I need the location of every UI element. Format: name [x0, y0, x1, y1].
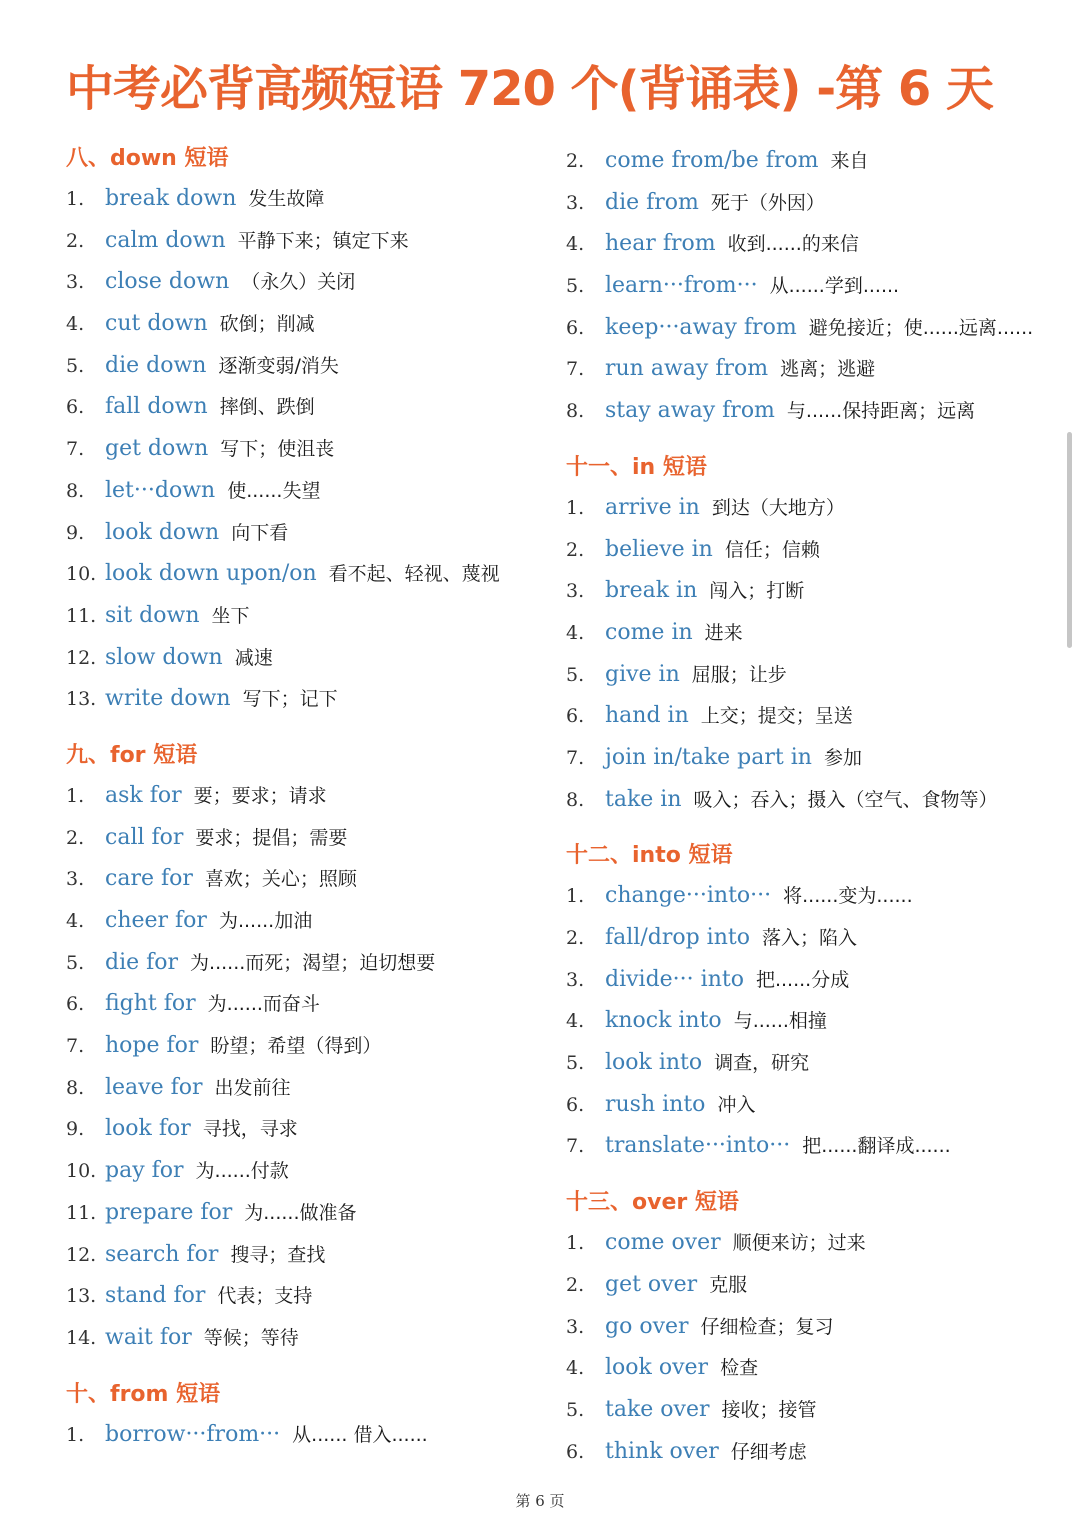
item-number: 1.: [566, 496, 585, 519]
phrase-text: calm down: [105, 227, 226, 253]
meaning-text: 仔细检查；复习: [700, 1315, 834, 1338]
phrase-text: divide··· into: [605, 966, 744, 992]
list-item: [66, 1067, 536, 1109]
phrase-text: look over: [605, 1355, 709, 1381]
meaning-text: 落入；陷入: [761, 927, 857, 949]
meaning-text: 接收；接管: [721, 1398, 817, 1421]
section-heading: 十、from 短语: [66, 1381, 221, 1407]
phrase-text: break down: [105, 186, 237, 211]
list-item: [66, 261, 536, 303]
meaning-text: 代表；支持: [217, 1285, 313, 1308]
meaning-text: 把......分成: [755, 968, 850, 991]
section-gap: [566, 432, 1036, 449]
phrase-text: give in: [605, 661, 680, 687]
item-number: 14.: [66, 1326, 97, 1349]
meaning-text: 进来: [704, 621, 743, 644]
list-item: [566, 1306, 1036, 1348]
phrase-text: die from: [605, 189, 699, 215]
phrase-text: slow down: [105, 644, 223, 670]
phrase-text: look into: [605, 1050, 703, 1076]
meaning-text: 从...... 借入......: [292, 1423, 428, 1446]
item-number: 9.: [66, 1118, 85, 1141]
phrase-list: [566, 487, 1036, 821]
item-number: 3.: [566, 191, 585, 214]
section-gap: [566, 820, 1036, 837]
left-column: [66, 140, 536, 1455]
meaning-text: 从......学到......: [769, 275, 900, 298]
phrase-text: come over: [605, 1230, 721, 1256]
item-number: 3.: [566, 1315, 585, 1338]
meaning-text: 搜寻；查找: [230, 1243, 326, 1266]
phrase-text: get down: [105, 436, 209, 462]
list-item: [566, 265, 1036, 307]
list-item: [66, 1414, 536, 1456]
list-item: [66, 512, 536, 554]
meaning-text: 为......做准备: [244, 1201, 357, 1224]
list-item: [66, 983, 536, 1025]
item-number: 8.: [566, 788, 585, 811]
section-gap: [66, 1359, 536, 1376]
meaning-text: 写下；记下: [242, 688, 338, 711]
phrase-list: [566, 140, 1036, 432]
meaning-text: 死于（外因）: [710, 191, 825, 214]
item-number: 2.: [566, 150, 585, 172]
list-item: [566, 487, 1036, 529]
item-number: 8.: [66, 479, 85, 502]
phrase-text: cut down: [105, 311, 208, 337]
item-number: 7.: [66, 438, 85, 461]
list-item: [66, 595, 536, 637]
item-number: 5.: [66, 354, 85, 377]
item-number: 13.: [66, 688, 97, 711]
meaning-text: 闯入；打断: [709, 580, 805, 603]
meaning-text: 为......而死；渴望；迫切想要: [190, 951, 436, 974]
item-number: 12.: [66, 646, 97, 669]
phrase-text: knock into: [605, 1008, 722, 1034]
phrase-text: fall down: [105, 394, 208, 420]
item-number: 3.: [66, 868, 85, 891]
phrase-text: hand in: [605, 703, 689, 729]
meaning-text: 检查: [720, 1357, 759, 1380]
phrase-text: come in: [605, 619, 693, 645]
list-item: [566, 959, 1036, 1001]
list-item: [66, 345, 536, 387]
list-item: [566, 875, 1036, 917]
list-item: [566, 1000, 1036, 1042]
list-item: [66, 303, 536, 345]
item-number: 6.: [566, 705, 585, 728]
phrase-section: [566, 432, 1036, 821]
item-number: 7.: [66, 1035, 85, 1058]
phrase-text: search for: [105, 1241, 219, 1267]
meaning-text: 与......保持距离；远离: [786, 400, 976, 423]
phrase-text: believe in: [605, 536, 713, 562]
phrase-text: break in: [605, 578, 698, 604]
item-number: 1.: [66, 1423, 85, 1446]
list-item: [566, 140, 1036, 182]
list-item: [66, 858, 536, 900]
phrase-text: let···down: [105, 477, 216, 503]
item-number: 2.: [66, 826, 85, 849]
section-heading: 十二、into 短语: [566, 843, 733, 869]
phrase-section: [566, 1167, 1036, 1472]
item-number: 1.: [66, 188, 85, 210]
meaning-text: 到达（大地方）: [711, 496, 845, 519]
list-item: [66, 942, 536, 984]
item-number: 4.: [566, 1010, 585, 1033]
list-item: [66, 1317, 536, 1359]
item-number: 6.: [566, 1093, 585, 1116]
list-item: [566, 1125, 1036, 1167]
meaning-text: 来自: [830, 150, 869, 172]
meaning-text: 调查，研究: [714, 1052, 810, 1075]
phrase-text: look down: [105, 519, 220, 545]
list-item: [66, 1108, 536, 1150]
section-heading: 九、for 短语: [66, 742, 198, 768]
section-heading: 十一、in 短语: [566, 454, 707, 480]
item-number: 2.: [66, 229, 85, 252]
list-item: [566, 1042, 1036, 1084]
phrase-text: change···into···: [605, 883, 772, 909]
phrase-text: stand for: [105, 1283, 206, 1309]
meaning-text: 看不起、轻视、蔑视: [328, 563, 500, 586]
list-item: [66, 1025, 536, 1067]
item-number: 3.: [66, 271, 85, 294]
phrase-text: take over: [605, 1396, 710, 1422]
list-item: [566, 1222, 1036, 1264]
list-item: [566, 182, 1036, 224]
list-item: [566, 1084, 1036, 1126]
item-number: 8.: [66, 1076, 85, 1099]
item-number: 13.: [66, 1285, 97, 1308]
list-item: [66, 775, 536, 817]
page-title: 中考必背高频短语 720 个(背诵表) -第 6 天: [66, 61, 993, 117]
page-footer: 第 6 页: [515, 1492, 565, 1510]
phrase-text: think over: [605, 1438, 719, 1464]
meaning-text: 屈服；让步: [691, 663, 787, 686]
list-item: [566, 695, 1036, 737]
item-number: 3.: [566, 580, 585, 603]
item-number: 1.: [66, 784, 85, 807]
meaning-text: 上交；提交；呈送: [700, 705, 853, 728]
item-number: 5.: [566, 1398, 585, 1421]
phrase-text: translate···into···: [605, 1133, 791, 1159]
phrase-text: rush into: [605, 1091, 706, 1117]
phrase-text: get over: [605, 1271, 698, 1297]
phrase-text: look for: [105, 1116, 191, 1142]
meaning-text: 与......相撞: [733, 1010, 827, 1033]
list-item: [66, 900, 536, 942]
meaning-text: 克服: [709, 1273, 748, 1296]
item-number: 1.: [566, 885, 585, 908]
meaning-text: 为......而奋斗: [207, 993, 320, 1016]
meaning-text: 把......翻译成......: [802, 1135, 951, 1158]
item-number: 9.: [66, 521, 85, 544]
item-number: 4.: [566, 233, 585, 256]
meaning-text: （永久）关闭: [241, 271, 356, 294]
item-number: 11.: [66, 1201, 97, 1224]
list-item: [66, 1275, 536, 1317]
item-number: 12.: [66, 1243, 97, 1266]
item-number: 3.: [566, 968, 585, 991]
meaning-text: 砍倒；削减: [219, 313, 315, 336]
phrase-text: arrive in: [605, 494, 700, 520]
phrase-list: [566, 1222, 1036, 1472]
section-heading: 十三、over 短语: [566, 1190, 739, 1216]
phrase-text: close down: [105, 269, 230, 295]
list-item: [566, 348, 1036, 390]
list-item: [566, 529, 1036, 571]
phrase-text: borrow···from···: [105, 1421, 281, 1447]
meaning-text: 写下；使沮丧: [220, 438, 335, 461]
list-item: [566, 1389, 1036, 1431]
list-item: [566, 1431, 1036, 1473]
item-number: 2.: [566, 538, 585, 561]
item-number: 7.: [566, 358, 585, 381]
item-number: 7.: [566, 746, 585, 769]
item-number: 4.: [66, 313, 85, 336]
item-number: 4.: [566, 621, 585, 644]
item-number: 6.: [66, 396, 85, 419]
item-number: 10.: [66, 563, 97, 586]
item-number: 6.: [566, 316, 585, 339]
meaning-text: 避免接近；使......远离......: [808, 316, 1034, 339]
meaning-text: 参加: [823, 746, 862, 769]
phrase-text: fall/drop into: [605, 925, 750, 950]
phrase-section: [566, 140, 1036, 432]
meaning-text: 摔倒、跌倒: [219, 396, 315, 419]
list-item: [566, 390, 1036, 432]
list-item: [66, 470, 536, 512]
section-gap: [566, 1167, 1036, 1184]
phrase-text: learn···from···: [605, 273, 758, 299]
section-heading: 八、down 短语: [66, 146, 229, 171]
list-item: [66, 386, 536, 428]
phrase-text: ask for: [105, 782, 182, 808]
list-item: [566, 917, 1036, 959]
phrase-text: cheer for: [105, 908, 207, 933]
meaning-text: 盼望；希望（得到）: [210, 1035, 382, 1058]
item-number: 2.: [566, 1273, 585, 1296]
meaning-text: 向下看: [231, 521, 289, 544]
list-item: [66, 678, 536, 720]
list-item: [66, 553, 536, 595]
phrase-text: care for: [105, 866, 193, 892]
list-item: [566, 307, 1036, 349]
list-item: [66, 428, 536, 470]
phrase-text: die for: [105, 949, 179, 975]
meaning-text: 坐下: [211, 604, 250, 627]
phrase-text: keep···away from: [605, 314, 797, 340]
phrase-text: hope for: [105, 1033, 199, 1059]
phrase-section: [66, 140, 536, 720]
phrase-section: [566, 820, 1036, 1167]
section-gap: [66, 720, 536, 737]
list-item: [66, 220, 536, 262]
meaning-text: 为......付款: [195, 1160, 289, 1183]
phrase-text: leave for: [105, 1074, 203, 1100]
phrase-text: wait for: [105, 1324, 192, 1350]
item-number: 1.: [566, 1232, 585, 1255]
phrase-text: hear from: [605, 231, 716, 257]
item-number: 10.: [66, 1160, 97, 1183]
item-number: 5.: [566, 1052, 585, 1075]
meaning-text: 等候；等待: [203, 1326, 299, 1349]
scrollbar-thumb[interactable]: [1067, 432, 1072, 648]
phrase-text: look down upon/on: [105, 561, 317, 587]
item-number: 6.: [66, 993, 85, 1016]
list-item: [566, 779, 1036, 821]
meaning-text: 出发前往: [214, 1076, 291, 1099]
phrase-text: call for: [105, 824, 184, 850]
meaning-text: 吸入；吞入；摄入（空气、食物等）: [693, 788, 998, 811]
meaning-text: 将......变为......: [783, 885, 913, 908]
meaning-text: 要；要求；请求: [193, 784, 327, 807]
phrase-list: [66, 1414, 536, 1456]
meaning-text: 为......加油: [218, 910, 313, 932]
meaning-text: 信任；信赖: [724, 538, 820, 561]
list-item: [66, 1234, 536, 1276]
list-item: [566, 223, 1036, 265]
list-item: [566, 737, 1036, 779]
list-item: [566, 654, 1036, 696]
phrase-text: go over: [605, 1313, 689, 1339]
phrase-section: [66, 720, 536, 1359]
list-item: [566, 1264, 1036, 1306]
phrase-text: run away from: [605, 356, 769, 382]
meaning-text: 发生故障: [248, 188, 325, 210]
list-item: [66, 637, 536, 679]
item-number: 6.: [566, 1440, 585, 1463]
item-number: 5.: [66, 951, 85, 974]
meaning-text: 仔细考虑: [730, 1440, 807, 1463]
meaning-text: 逃离；逃避: [780, 358, 876, 381]
phrase-text: write down: [105, 686, 231, 712]
phrase-text: stay away from: [605, 398, 775, 424]
item-number: 5.: [566, 663, 585, 686]
item-number: 2.: [566, 927, 585, 949]
meaning-text: 寻找，寻求: [202, 1118, 298, 1141]
phrase-text: join in/take part in: [605, 744, 812, 770]
meaning-text: 使......失望: [227, 479, 321, 502]
meaning-text: 收到......的来信: [727, 233, 859, 256]
item-number: 8.: [566, 400, 585, 423]
phrase-list: [566, 875, 1036, 1167]
meaning-text: 减速: [234, 646, 273, 669]
phrase-text: prepare for: [105, 1199, 233, 1225]
right-column: [566, 140, 1036, 1472]
item-number: 4.: [66, 910, 85, 932]
meaning-text: 要求；提倡；需要: [195, 826, 348, 849]
list-item: [66, 817, 536, 859]
item-number: 7.: [566, 1135, 585, 1158]
meaning-text: 冲入: [717, 1093, 756, 1116]
list-item: [566, 570, 1036, 612]
phrase-text: come from/be from: [605, 148, 819, 173]
phrase-list: [66, 775, 536, 1359]
list-item: [66, 1150, 536, 1192]
meaning-text: 喜欢；关心；照顾: [204, 868, 357, 891]
meaning-text: 顺便来访；过来: [732, 1232, 866, 1255]
phrase-text: die down: [105, 352, 207, 378]
phrase-text: pay for: [105, 1158, 184, 1184]
phrase-text: sit down: [105, 602, 200, 628]
list-item: [566, 612, 1036, 654]
list-item: [66, 1192, 536, 1234]
phrase-section: [66, 1359, 536, 1456]
list-item: [566, 1347, 1036, 1389]
item-number: 5.: [566, 275, 585, 298]
list-item: [66, 178, 536, 220]
item-number: 11.: [66, 604, 97, 627]
meaning-text: 逐渐变弱/消失: [218, 354, 339, 377]
item-number: 4.: [566, 1357, 585, 1380]
meaning-text: 平静下来；镇定下来: [237, 229, 409, 252]
phrase-list: [66, 178, 536, 720]
phrase-text: fight for: [105, 991, 196, 1017]
phrase-text: take in: [605, 786, 682, 812]
